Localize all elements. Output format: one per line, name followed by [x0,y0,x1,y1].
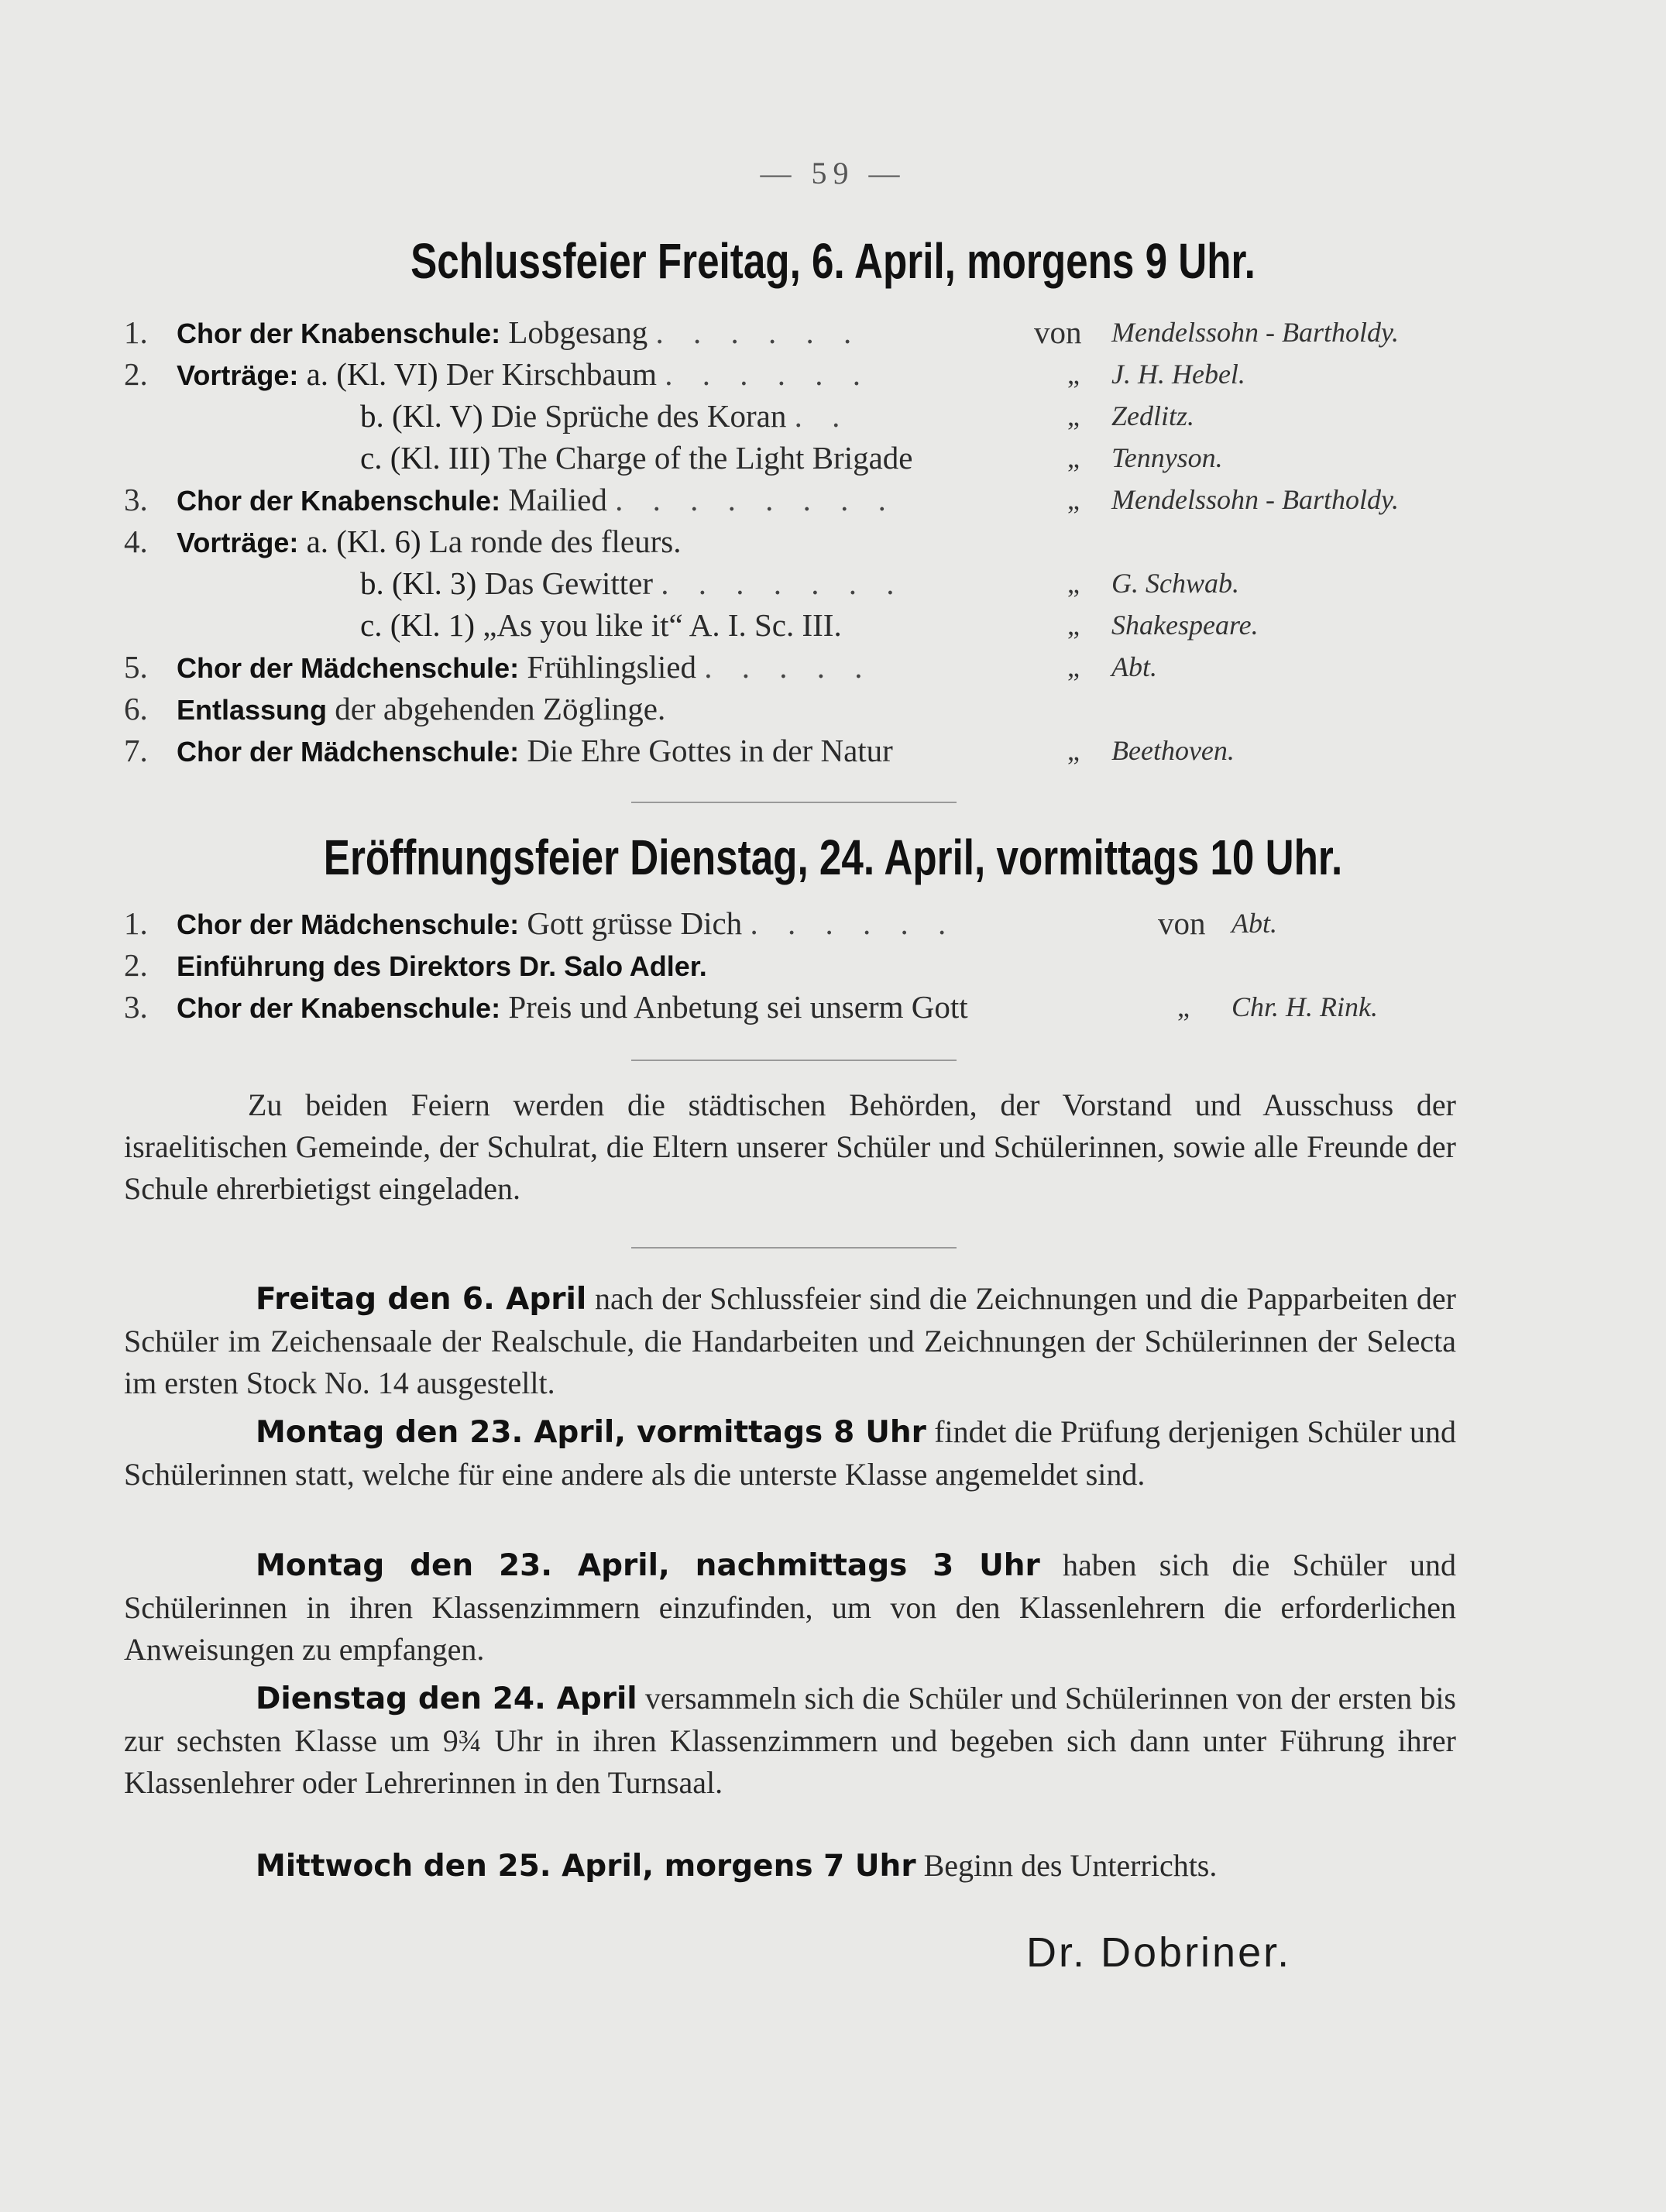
item-ditto: „ [1067,735,1080,766]
notice-date: Montag den 23. April, vormittags 8 Uhr [256,1415,926,1450]
item-composer: Shakespeare. [1111,610,1259,641]
program-item [124,944,1472,986]
item-dots: . . . . . . [750,905,957,941]
item-ditto: „ [1067,359,1080,390]
notice-paragraph [124,1544,1456,1671]
program-item [124,437,1472,479]
program-item [124,395,1472,437]
item-composer: Mendelssohn - Bartholdy. [1111,317,1399,348]
item-composer: Zedlitz. [1111,400,1195,431]
notice-date: Freitag den 6. April [256,1282,587,1317]
item-class: a. (Kl. VI) [306,356,438,392]
item-class: b. (Kl. V) [360,398,483,434]
item-piece: The Charge of the Light Brigade [497,440,913,476]
program-item [124,562,1472,604]
item-piece: Das Gewitter [484,565,654,601]
item-dots: . . . . . [704,649,874,685]
item-number: 1. [124,314,148,350]
divider [631,802,957,803]
item-class: b. (Kl. 3) [360,565,477,601]
item-piece: Die Ehre Gottes in der Natur [527,733,893,768]
program-item [124,688,1472,730]
item-piece: Mailied [508,482,607,517]
notice-text: versammeln sich die Schüler und Schülerinnen von der ersten bis zur sechsten Klasse um 9¾ Uhr in ihren Klassenzimmern und begeben sich dann unter Führung ihrer Klassenlehrer oder Lehrerinnen in den Turnsaal. [124,1681,1457,1800]
divider [631,1060,957,1061]
item-performer: Entlassung [177,694,328,726]
program-item [124,986,1472,1028]
program-item [124,730,1472,771]
item-piece: Preis und Anbetung sei unserm Gott [508,989,968,1025]
item-class: a. (Kl. 6) [306,524,421,559]
section-heading-eroeffnungsfeier: Eröffnungsfeier Dienstag, 24. April, vormittags 10 Uhr. [323,830,1343,885]
item-piece: der abgehenden Zöglinge. [335,691,666,726]
signature: Dr. Dobriner. [1026,1929,1292,1976]
item-composer: Abt. [1111,651,1157,682]
item-number: 5. [124,649,148,685]
program-item [124,479,1472,520]
item-performer: Einführung des Direktors Dr. Salo Adler. [177,950,707,982]
item-composer: Abt. [1231,908,1277,939]
program-item [124,353,1472,395]
item-number: 1. [124,905,148,941]
item-ditto: „ [1067,400,1080,431]
item-ditto: „ [1067,442,1080,473]
item-piece: „As you like it“ A. I. Sc. III. [483,607,842,643]
program-list-schlussfeier [124,311,1472,771]
item-piece: Die Sprüche des Koran [490,398,787,434]
item-performer: Chor der Mädchenschule: [177,736,520,768]
item-ditto: „ [1067,484,1080,515]
item-dots: . . . . . . [665,356,871,392]
notice-paragraph [124,1845,1456,1887]
notice-text: haben sich die Schüler und Schülerinnen in ihren Klassenzimmern einzufinden, um von den Klassenlehrern die erforderlichen Anweisungen zu empfangen. [124,1547,1456,1667]
item-dots: . . . . . . . . [615,482,897,517]
notice-text: findet die Prüfung derjenigen Schüler und Schülerinnen statt, welche für eine andere als die unterste Klasse angemeldet sind. [124,1414,1456,1492]
notice-text: nach der Schlussfeier sind die Zeichnungen und die Papparbeiten der Schüler im Zeichensaale der Realschule, die Handarbeiten und Zeichnungen der Schülerinnen der Selecta im ersten Stock No. 14 ausgestellt. [124,1281,1456,1400]
item-number: 6. [124,691,148,726]
item-von: von [1034,314,1082,350]
item-ditto: „ [1067,568,1080,599]
invitation-paragraph: Zu beiden Feiern werden die städtischen Behörden, der Vorstand und Ausschuss der israelitischen Gemeinde, der Schulrat, die Eltern unserer Schüler und Schülerinnen, sowie alle Freunde der Schule ehrerbietigst eingeladen. [124,1087,1456,1206]
item-number: 3. [124,989,148,1025]
item-class: c. (Kl. III) [360,440,491,476]
item-performer: Chor der Knabenschule: [177,992,501,1024]
notice-date: Dienstag den 24. April [256,1681,637,1716]
divider [631,1247,957,1249]
item-number: 4. [124,524,148,559]
item-performer: Chor der Mädchenschule: [177,908,520,940]
item-composer: Beethoven. [1111,735,1235,766]
item-von: von [1158,905,1206,941]
item-piece: La ronde des fleurs. [428,524,682,559]
notice-paragraph [124,1278,1456,1404]
notice-paragraph [124,1411,1456,1496]
program-item [124,311,1472,353]
item-ditto: „ [1067,651,1080,682]
item-composer: Chr. H. Rink. [1231,991,1378,1022]
item-dots: . . [794,398,851,434]
item-performer: Vorträge: [177,359,299,391]
program-item [124,604,1472,646]
item-composer: G. Schwab. [1111,568,1239,599]
item-composer: J. H. Hebel. [1111,359,1245,390]
item-number: 7. [124,733,148,768]
item-number: 3. [124,482,148,517]
notice-paragraph [124,1678,1456,1804]
notice-date: Mittwoch den 25. April, morgens 7 Uhr [256,1849,916,1884]
item-number: 2. [124,947,148,983]
program-item [124,902,1472,944]
item-performer: Chor der Mädchenschule: [177,652,520,684]
item-number: 2. [124,356,148,392]
item-performer: Chor der Knabenschule: [177,485,501,517]
section-heading-schlussfeier: Schlussfeier Freitag, 6. April, morgens 9 Uhr. [410,233,1256,289]
item-dots: . . . . . . . [661,565,905,601]
notice-date: Montag den 23. April, nachmittags 3 Uhr [256,1548,1040,1583]
program-list-eroeffnungsfeier [124,902,1472,1028]
item-performer: Vorträge: [177,527,299,558]
item-composer: Mendelssohn - Bartholdy. [1111,484,1399,515]
item-piece: Gott grüsse Dich [527,905,743,941]
program-item [124,520,1472,562]
item-ditto: „ [1177,991,1190,1022]
item-class: c. (Kl. 1) [360,607,476,643]
page-number: — 59 — [760,156,906,191]
item-ditto: „ [1067,610,1080,641]
item-piece: Frühlingslied [527,649,697,685]
item-piece: Der Kirschbaum [445,356,657,392]
item-performer: Chor der Knabenschule: [177,318,501,349]
item-composer: Tennyson. [1111,442,1223,473]
item-dots: . . . . . . [655,314,863,350]
program-item [124,646,1472,688]
notice-text: Beginn des Unterrichts. [923,1848,1218,1883]
item-piece: Lobgesang [508,314,648,350]
